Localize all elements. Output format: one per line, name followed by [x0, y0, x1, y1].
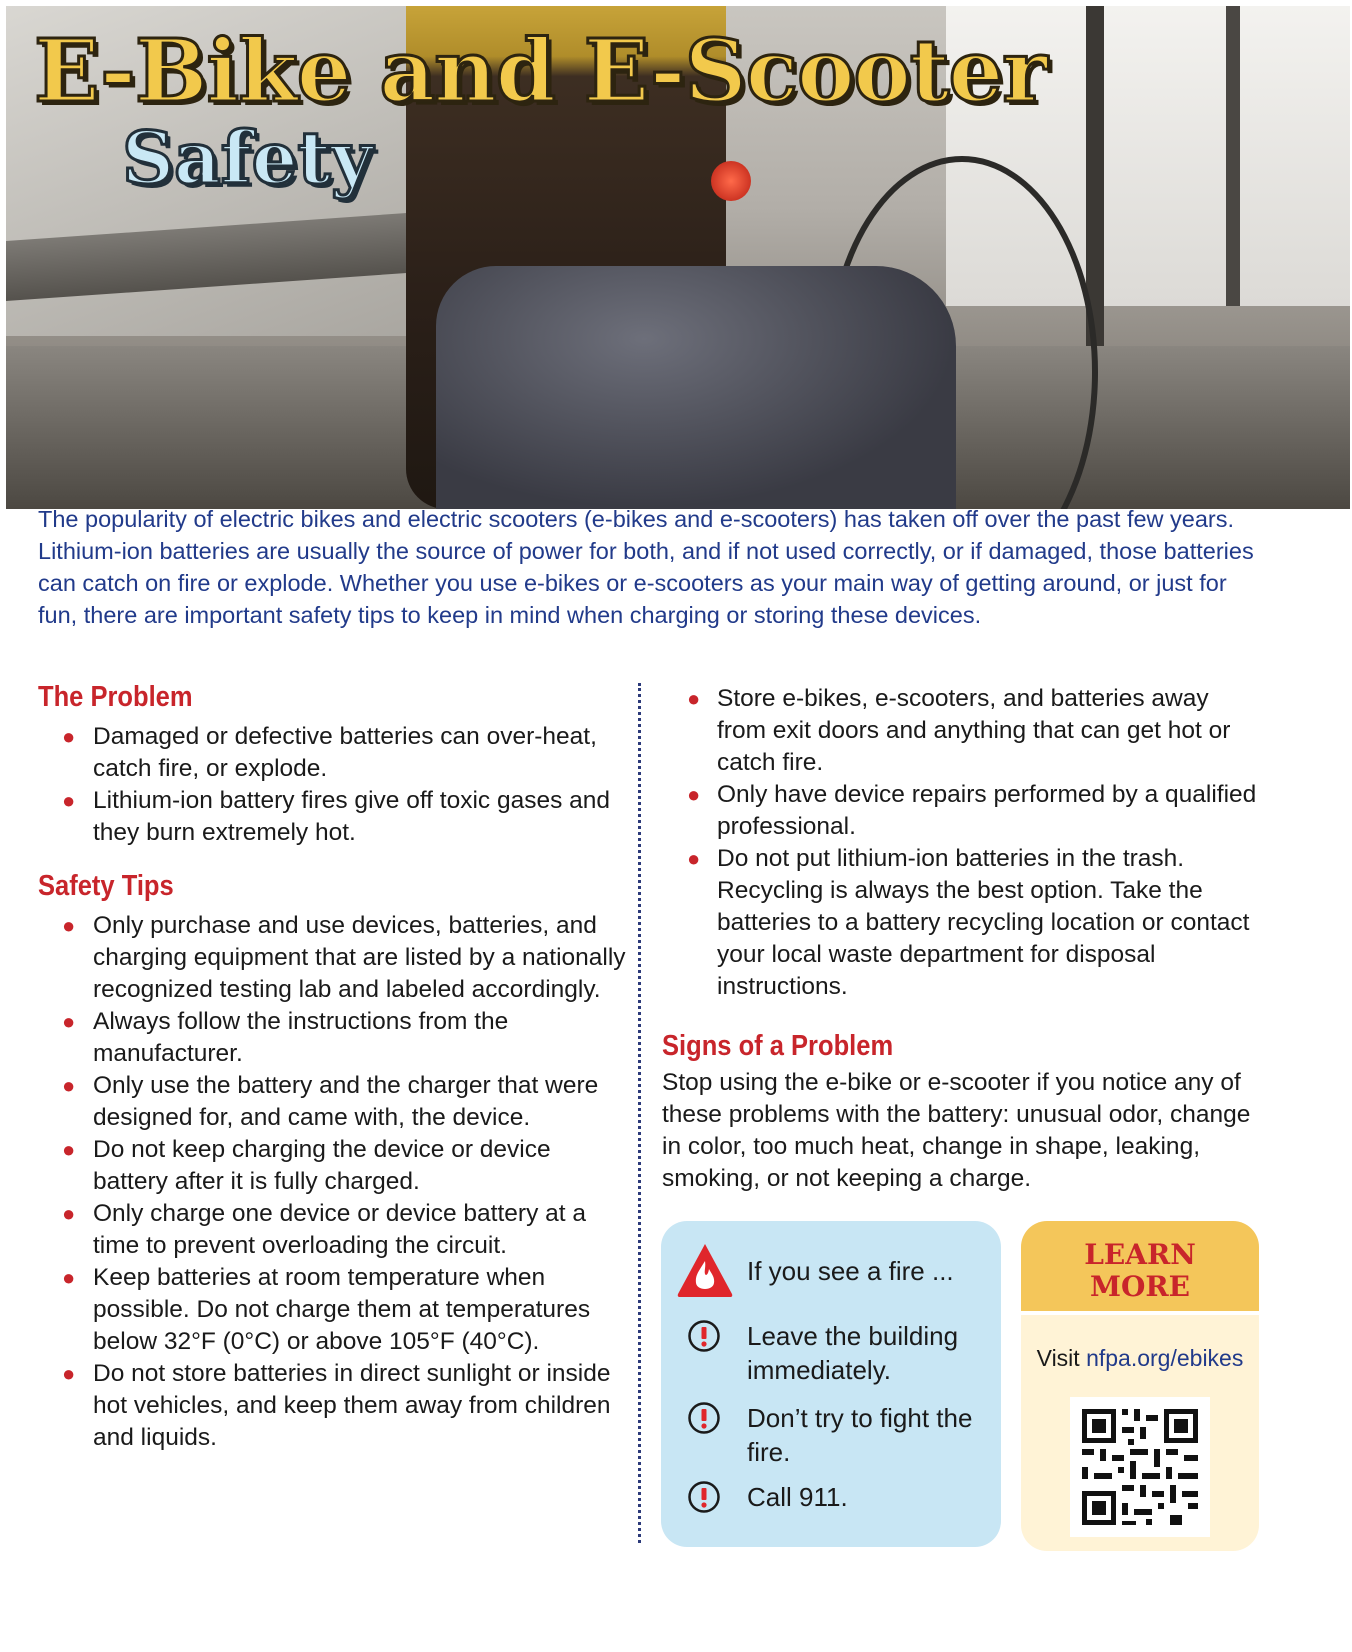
- page-title: E-Bike and E-Scooter: [34, 21, 1047, 122]
- intro-paragraph: The popularity of electric bikes and electric scooters (e-bikes and e-scooters) has taken off over the past few years. Lithium-ion batteries are usually the source of power for both, and if not used correctly, or if damaged, those batteries can catch on fire or explode. Whether you use e-bikes or e-scooters as your main way of getting around, or just for fun, there are important safety tips to keep in mind when charging or storing these devices.: [38, 506, 1254, 628]
- list-item: ● Lithium-ion battery fires give off toxic gases and they burn extremely hot.: [62, 787, 611, 846]
- learn-more-title: LEARN MORE: [1084, 1238, 1196, 1303]
- safety-tips-list: [38, 910, 628, 1454]
- fire-step: Leave the building immediately.: [747, 1321, 959, 1385]
- list-item: ● Only charge one device or device battery at a time to prevent overloading the circuit.: [62, 1200, 587, 1259]
- learn-more-panel: [1021, 1311, 1259, 1551]
- fire-instructions-box: [661, 1221, 1001, 1547]
- problem-list: [38, 721, 628, 849]
- visit-label: Visit: [1036, 1345, 1080, 1371]
- list-item: ● Do not store batteries in direct sunlight or inside hot vehicles, and keep them away from children and liquids.: [62, 1360, 611, 1451]
- visit-line: [1021, 1345, 1259, 1372]
- list-item: ● Only have device repairs performed by a qualified professional.: [687, 781, 1257, 840]
- learn-more-box: [1021, 1221, 1259, 1547]
- page-subtitle: Safety: [122, 115, 373, 200]
- list-item: ● Always follow the instructions from the manufacturer.: [62, 1008, 509, 1067]
- column-divider: [638, 683, 641, 1543]
- fire-box-heading: If you see a fire ...: [747, 1256, 954, 1286]
- fire-step: Call 911.: [747, 1482, 848, 1512]
- list-item: ● Damaged or defective batteries can over-heat, catch fire, or explode.: [62, 723, 597, 782]
- exclamation-circle-icon: [687, 1480, 721, 1514]
- exclamation-circle-icon: [687, 1319, 721, 1353]
- safety-tips-heading: Safety Tips: [38, 870, 174, 902]
- problem-heading: The Problem: [38, 681, 193, 713]
- safety-tips-list-continued: [662, 683, 1262, 1003]
- signs-text: Stop using the e-bike or e-scooter if you notice any of these problems with the battery: unusual odor, change in color, too much heat, change in shape, leaking, smoking, or not keeping a charge.: [662, 1069, 1251, 1192]
- left-column: [38, 680, 628, 1454]
- fire-step: Don’t try to fight the fire.: [747, 1403, 973, 1467]
- signs-heading: Signs of a Problem: [662, 1030, 894, 1062]
- list-item: ● Do not keep charging the device or device battery after it is fully charged.: [62, 1136, 551, 1195]
- list-item: ● Only purchase and use devices, batteries, and charging equipment that are listed by a nationally recognized testing lab and labeled accordingly.: [62, 912, 626, 1003]
- list-item: ● Store e-bikes, e-scooters, and batteries away from exit doors and anything that can get hot or catch fire.: [687, 685, 1231, 776]
- visit-link[interactable]: nfpa.org/ebikes: [1086, 1345, 1244, 1371]
- list-item: ● Only use the battery and the charger that were designed for, and came with, the device.: [62, 1072, 599, 1131]
- right-column: [662, 683, 1262, 1195]
- list-item: ● Do not put lithium-ion batteries in the trash. Recycling is always the best option. Take the batteries to a battery recycling location or contact your local waste department for disposal instructions.: [687, 845, 1250, 1000]
- fire-warning-icon: [675, 1241, 735, 1299]
- exclamation-circle-icon: [687, 1401, 721, 1435]
- list-item: ● Keep batteries at room temperature when possible. Do not charge them at temperatures below 32°F (0°C) or above 105°F (40°C).: [62, 1264, 591, 1355]
- qr-code-icon[interactable]: [1070, 1397, 1210, 1537]
